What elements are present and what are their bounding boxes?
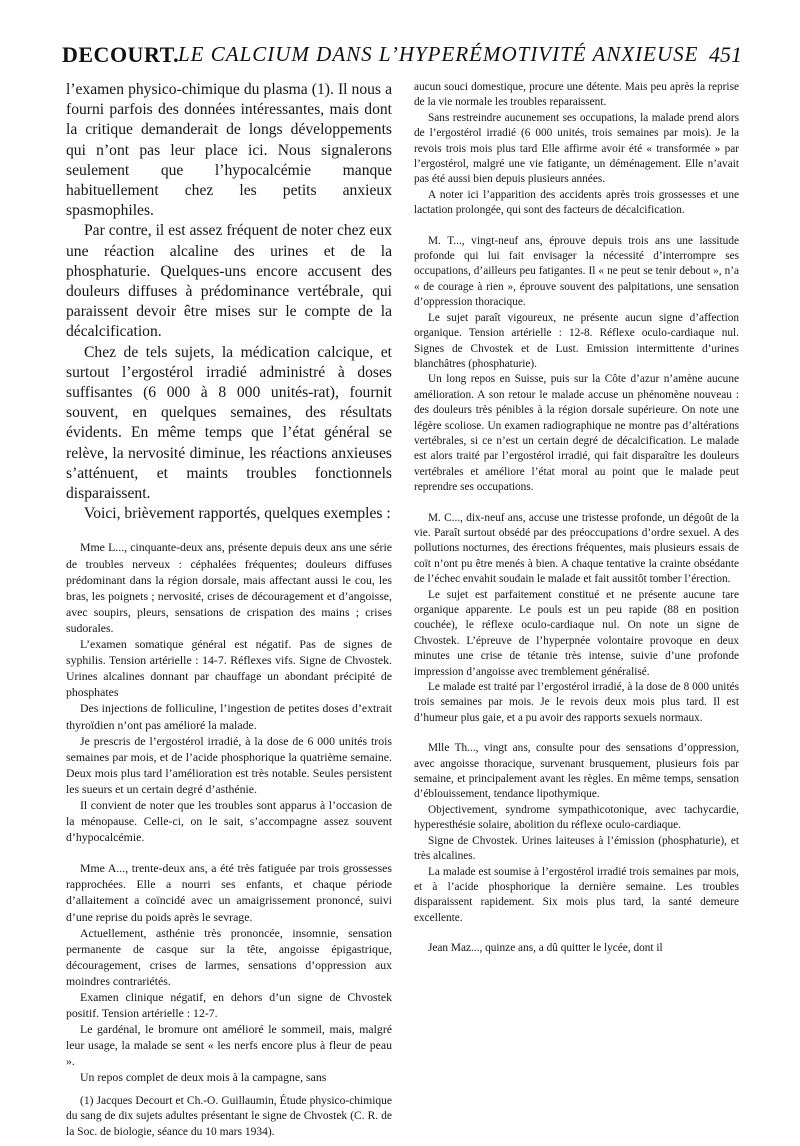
left-column <box>66 80 392 1140</box>
paragraph: Il convient de noter que les troubles sont apparus à l’occasion de la ménopause. Celle-ci, on le sait, s’accompagne assez souvent d’hypocalcémie. <box>66 797 392 845</box>
case-m-c <box>414 511 739 727</box>
paragraph: Chez de tels sujets, la médication calcique, et surtout l’ergostérol irradié administré à doses suffisantes (6 000 à 8 000 unités-rat), fournit souvent, en quelques semaines, des résultats évidents. En même temps que l’état général se relève, la nervosité diminue, les réactions anxieuses s’atténuent, et maints troubles fonctionnels disparaissent. <box>66 343 392 503</box>
footnote-text: (1) Jacques Decourt et Ch.-O. Guillaumin, Étude physico-chimique du sang de dix sujets adultes présentant le signe de Chvostek (C. R. de la Soc. de biologie, séance du 10 mars 1934). <box>66 1094 392 1138</box>
spacer <box>414 726 739 741</box>
spacer <box>66 1086 392 1094</box>
paragraph: Le sujet paraît vigoureux, ne présente aucun signe d’affection organique. Tension artérielle : 12-8. Réflexe oculo-cardiaque nul. Signes de Chvostek et de Lust. Emission intermittente d’urines blanchâtres (phosphaturie). <box>414 311 739 370</box>
case-mme-a <box>66 860 392 1085</box>
paragraph: A noter ici l’apparition des accidents après trois grossesses et une lactation prolongée, qui sont des facteurs de décalcification. <box>414 188 739 217</box>
paragraph: M. T..., vingt-neuf ans, éprouve depuis trois ans une lassitude profonde qui lui fait envisager la nécessité d’interrompre ses occupations, d’ailleurs peu fatigantes. Il « ne peut se tenir debout », n’a « de courage à rien », éprouve souvent des palpitations, une sensation d’oppression thoracique. <box>414 234 739 309</box>
paragraph: L’examen somatique général est négatif. Pas de signes de syphilis. Tension artérielle : 14-7. Réflexes vifs. Signe de Chvostek. Urines alcalines donnant par chauffage un abondant précipité de phosphates <box>66 637 392 700</box>
spacer <box>414 496 739 511</box>
paragraph: Le sujet est parfaitement constitué et ne présente aucune tare organique apparente. Le pouls est un peu rapide (88 en position couchée), le réflexe oculo-cardiaque nul. On note un signe de Chvostek. L’épreuve de l’hyperpnée volontaire provoque en deux minutes une crise de tétanie très intense, suivie d’une profonde impression d’angoisse avec tremblement généralisé. <box>414 588 739 678</box>
case-jean-maz <box>414 941 739 956</box>
paragraph: Je prescris de l’ergostérol irradié, à la dose de 6 000 unités trois semaines par mois, et de l’acide phosphorique la quatrième semaine. Deux mois plus tard l’amélioration est très notable. Seules persistent les sueurs et un certain degré d’asthénie. <box>66 733 392 796</box>
paragraph: Le gardénal, le bromure ont amélioré le sommeil, mais, malgré leur usage, la malade se sent « les nerfs encore plus à fleur de peau ». <box>66 1022 392 1069</box>
paragraph: Mme A..., trente-deux ans, a été très fatiguée par trois grossesses rapprochées. Elle a nourri ses enfants, et chaque période d’allaitement a coïncidé avec un amaigrissement prononcé, suivi d’une reprise du poids après le sevrage. <box>66 861 392 924</box>
paragraph: M. C..., dix-neuf ans, accuse une tristesse profonde, un dégoût de la vie. Paraît surtout obsédé par des préoccupations d’ordre sexuel. A des pollutions nocturnes, des érections fréquentes, mais plusieurs essais de coït n’ont pu être menés à bien. A chaque tentative la crainte obsédante de l’échec envahit soudain le malade et fait aussitôt tomber l’érection. <box>414 511 739 586</box>
intro-section <box>66 80 392 524</box>
case-mlle-th <box>414 741 739 926</box>
footnote <box>66 1094 392 1141</box>
spacer <box>66 524 392 539</box>
paragraph: Signe de Chvostek. Urines laiteuses à l’émission (phosphaturie), et très alcalines. <box>414 834 739 863</box>
paragraph: l’examen physico-chimique du plasma (1). Il nous a fourni parfois des données intéressantes, mais dont la critique demanderait de longs développements qui n’ont pas leur place ici. Nous signalerons seulement que l’hypocalcémie manque habituellement chez les petits anxieux spasmophiles. <box>66 81 392 220</box>
case-m-t <box>414 234 739 496</box>
paragraph: Actuellement, asthénie très prononcée, insomnie, sensation permanente de casque sur la tête, angoisse épigastrique, découragement, crises de larmes, sensations d’oppression aux moindres contrariétés. <box>66 925 392 988</box>
case-mme-a-continued <box>414 80 739 219</box>
running-header <box>62 42 742 74</box>
header-title: LE CALCIUM DANS L’HYPERÉMOTIVITÉ ANXIEUSE <box>178 42 699 66</box>
right-column <box>414 80 739 957</box>
paragraph: Objectivement, syndrome sympathicotonique, avec tachycardie, hyperesthésie solaire, abolition du réflexe oculo-cardiaque. <box>414 803 739 832</box>
spacer <box>414 219 739 234</box>
paragraph: Voici, brièvement rapportés, quelques exemples : <box>84 505 391 523</box>
header-author: DECOURT. <box>62 42 180 67</box>
paragraph: Des injections de folliculine, l’ingestion de petites doses d’extrait thyroïdien n’ont pas amélioré la malade. <box>66 701 392 732</box>
paragraph: Par contre, il est assez fréquent de noter chez eux une réaction alcaline des urines et de la phosphaturie. Quelques-uns encore accusent des douleurs diffuses à prédominance vertébrale, qui paraissent devoir être mises sur le compte de la décalcification. <box>66 222 392 341</box>
paragraph: Un repos complet de deux mois à la campagne, sans <box>80 1070 327 1085</box>
spacer <box>66 845 392 860</box>
paragraph: aucun souci domestique, procure une détente. Mais peu après la reprise de la vie normale les troubles reparaissent. <box>414 81 739 109</box>
paragraph: Sans restreindre aucunement ses occupations, la malade prend alors de l’ergostérol irradié (6 000 unités, trois semaines par mois). Je la revois trois mois plus tard Elle affirme avoir été « transformée » par l’ergostérol, malgré une vie fatigante, un déménagement. Elle n’avait pas été aussi bien depuis plusieurs années. <box>414 111 739 186</box>
paragraph: Mlle Th..., vingt ans, consulte pour des sensations d’oppression, avec angoisse thoracique, survenant brusquement, plusieurs fois par semaine, et principalement avant les règles. En même temps, sensation d’éblouissement, tendance lipothymique. <box>414 742 739 801</box>
spacer <box>414 926 739 941</box>
paragraph: Un long repos en Suisse, puis sur la Côte d’azur n’amène aucune amélioration. A son retour le malade accuse un phénomène nouveau : des douleurs très pénibles à la région dorsale supérieure. On note une légère scoliose. Un examen radiographique ne montre pas d’altérations vertébrales, si ce n’est un certain degré de décalcification. Le malade est alors traité par l’ergostérol irradié, qui fait disparaître les douleurs vertébrales et améliore l’état moral au point que le malade peut reprendre ses occupations. <box>414 373 739 494</box>
paragraph: Jean Maz..., quinze ans, a dû quitter le lycée, dont il <box>428 942 663 955</box>
case-mme-l <box>66 539 392 845</box>
paragraph: Examen clinique négatif, en dehors d’un signe de Chvostek positif. Tension artérielle : 12-7. <box>66 990 392 1021</box>
paragraph: La malade est soumise à l’ergostérol irradié trois semaines par mois, et à l’acide phosphorique la dernière semaine. Les troubles disparaissent rapidement. Six mois plus tard, la santé demeure excellente. <box>414 865 739 924</box>
paragraph: Le malade est traité par l’ergostérol irradié, à la dose de 8 000 unités trois semaines par mois. Je le revois deux mois plus tard. Il est d’humeur plus gaie, et a pu avoir des rapports sexuels normaux. <box>414 681 739 724</box>
paragraph: Mme L..., cinquante-deux ans, présente depuis deux ans une série de troubles nerveux : céphalées fréquentes; douleurs diffuses prédominant dans la région dorsale, mais affectant aussi le cou, les bras, les poignets ; nervosité, crises de découragement et d’angoisse, avec soupirs, pleurs, sensations de crispation des mains ; crises sudorales. <box>66 540 392 635</box>
page-number: 451 <box>709 42 742 67</box>
